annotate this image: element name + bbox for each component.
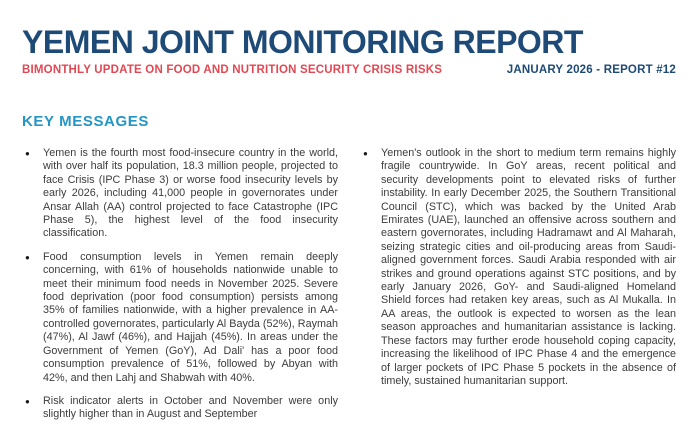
left-column xyxy=(22,147,338,432)
list-item xyxy=(22,251,338,385)
report-subtitle-row xyxy=(22,64,676,76)
bullet-icon: ● xyxy=(25,149,30,158)
bullet-text: Yemen's outlook in the short to medium term remains highly fragile countrywide. In GoY areas, recent political and security developments point to elevated risks of further instability. In early December 2025, the Southern Transitional Council (STC), which was backed by the United Arab Emirates (UAE), launched an offensive across southern and eastern governorates, including Hadramawt and Al Maharah, seizing strategic cities and oil-producing areas from Saudi-aligned government forces. Saudi Arabia responded with air strikes and ground operations against STC positions, and by early January 2026, GoY- and Saudi-aligned Homeland Shield forces had retaken key areas, such as Al Mukalla. In AA areas, the outlook is expected to worsen as the lean season approaches and humanitarian assistance is lacking. These factors may further erode household coping capacity, increasing the likelihood of IPC Phase 4 and the emergence of larger pockets of IPC Phase 5 pockets in the absence of timely, sustained humanitarian support. xyxy=(381,147,676,387)
list-item xyxy=(22,395,338,422)
bullet-icon: ● xyxy=(25,396,30,406)
report-title: YEMEN JOINT MONITORING REPORT xyxy=(22,24,583,60)
report-subtitle: BIMONTHLY UPDATE ON FOOD AND NUTRITION SECURITY CRISIS RISKS xyxy=(22,64,443,76)
key-messages-columns xyxy=(22,147,676,432)
bullet-icon: ● xyxy=(25,252,30,262)
report-edition: JANUARY 2026 - REPORT #12 xyxy=(506,64,676,76)
bullet-text: Food consumption levels in Yemen remain deeply concerning, with 61% of households nationwide unable to meet their minimum food needs in November 2025. Severe food deprivation (poor food consumption) persists among 35% of families nationwide, with a higher prevalence in AA-controlled governorates, particularly Al Bayda (52%), Raymah (47%), Al Jawf (46%), and Hajjah (45%). In areas under the Government of Yemen (GoY), Ad Dali' has a poor food consumption prevalence of 51%, followed by Abyan with 42%, and then Lahj and Shabwah with 40%. xyxy=(43,250,338,384)
key-messages-heading: KEY MESSAGES xyxy=(22,113,149,130)
right-column xyxy=(360,147,676,432)
bullet-text: Risk indicator alerts in October and November were only slightly higher than in August and September xyxy=(43,394,338,421)
list-item xyxy=(22,147,338,241)
bullet-text: Yemen is the fourth most food-insecure country in the world, with over half its population, 18.3 million people, projected to face Crisis (IPC Phase 3) or worse food insecurity levels by early 2026, including 41,000 people in governorates under Ansar Allah (AA) control projected to face Catastrophe (IPC Phase 5), the highest level of the food insecurity classification. xyxy=(43,147,338,240)
bullet-icon: ● xyxy=(363,149,368,158)
list-item xyxy=(360,147,676,388)
